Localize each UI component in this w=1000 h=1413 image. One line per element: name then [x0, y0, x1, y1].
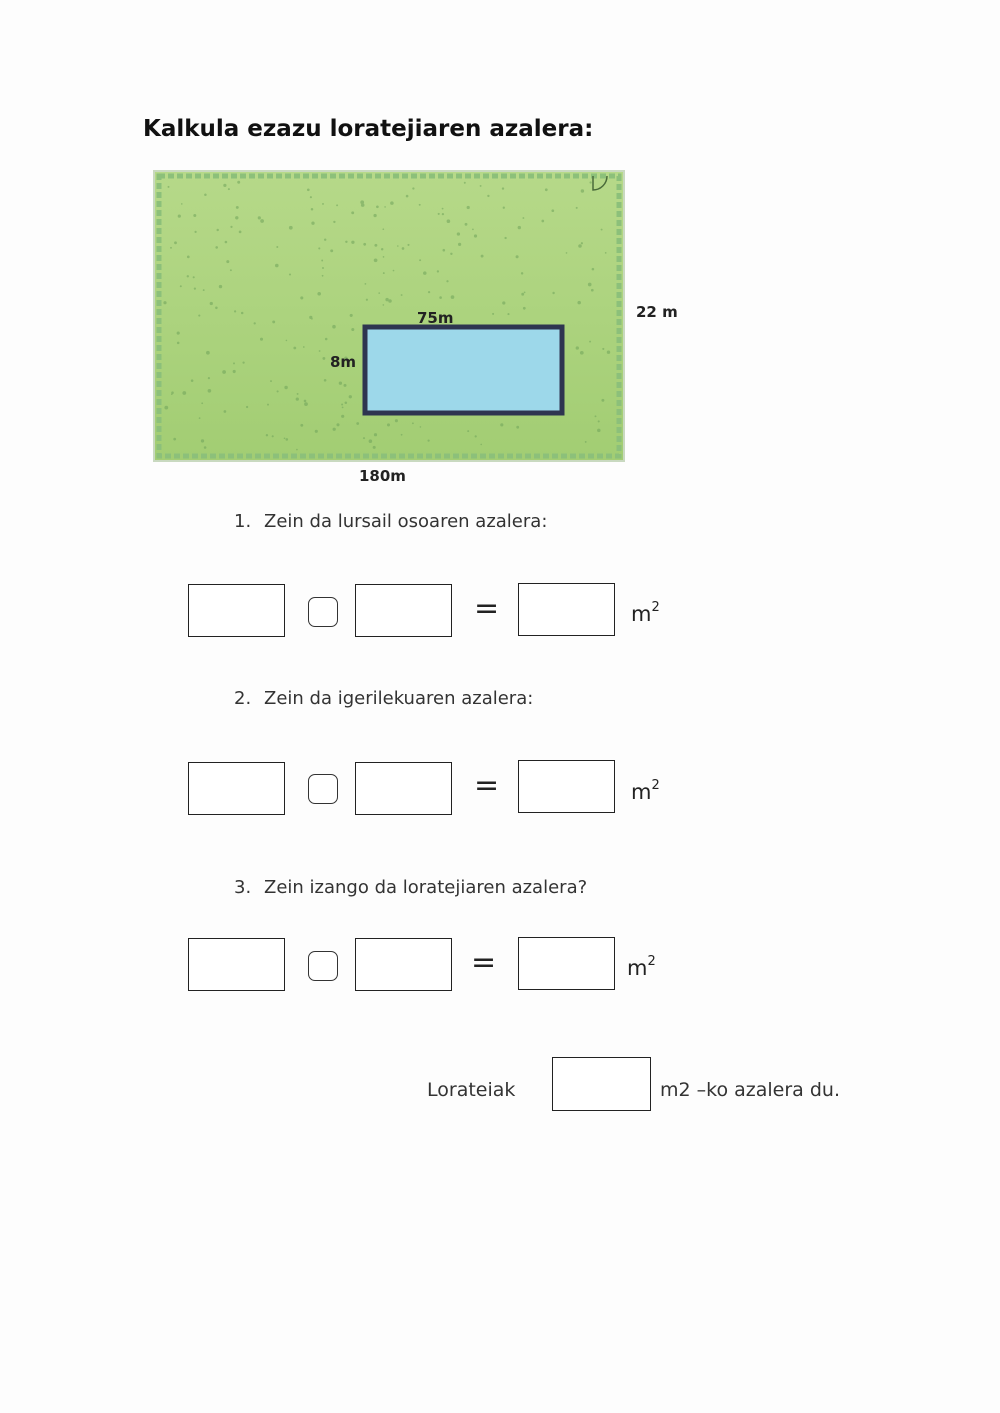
question-2 — [234, 688, 533, 709]
pool — [365, 327, 562, 413]
operator-box-q2[interactable] — [308, 774, 338, 804]
garden-plan — [153, 170, 625, 462]
answer-box-q1-factor-1[interactable] — [188, 584, 285, 637]
garden-lawn — [154, 171, 624, 461]
operator-box-q1[interactable] — [308, 597, 338, 627]
operator-box-q3[interactable] — [308, 951, 338, 981]
pool-width-label: 8m — [330, 353, 357, 371]
question-text: Zein da igerilekuaren azalera: — [264, 688, 534, 709]
final-answer-box[interactable] — [552, 1057, 651, 1111]
equals-sign: = — [471, 945, 497, 980]
question-number: 1. — [234, 511, 252, 532]
garden-length-label: 180m — [359, 467, 406, 485]
answer-box-q1-result[interactable] — [518, 583, 615, 636]
equals-sign: = — [474, 768, 500, 803]
question-text: Zein izango da loratejiaren azalera? — [264, 877, 588, 898]
final-prefix: Lorateiak — [427, 1079, 516, 1101]
question-number: 2. — [234, 688, 252, 709]
final-suffix: m2 –ko azalera du. — [660, 1079, 840, 1101]
unit-label: $m^2$ — [627, 954, 656, 980]
answer-box-q3-factor-1[interactable] — [188, 938, 285, 991]
question-number: 3. — [234, 877, 252, 898]
pool-length-label: 75m — [417, 309, 454, 327]
answer-box-q2-factor-1[interactable] — [188, 762, 285, 815]
question-3 — [234, 877, 587, 898]
question-text: Zein da lursail osoaren azalera: — [264, 511, 548, 532]
answer-box-q3-result[interactable] — [518, 937, 615, 990]
question-1 — [234, 511, 547, 532]
answer-box-q2-result[interactable] — [518, 760, 615, 813]
garden-width-label: 22 m — [636, 303, 678, 321]
equals-sign: = — [474, 591, 500, 626]
answer-box-q2-factor-2[interactable] — [355, 762, 452, 815]
answer-box-q1-factor-2[interactable] — [355, 584, 452, 637]
unit-label: $m^2$ — [631, 600, 660, 626]
unit-label: $m^2$ — [631, 778, 660, 804]
answer-box-q3-factor-2[interactable] — [355, 938, 452, 991]
page-title: Kalkula ezazu loratejiaren azalera: — [143, 116, 594, 142]
